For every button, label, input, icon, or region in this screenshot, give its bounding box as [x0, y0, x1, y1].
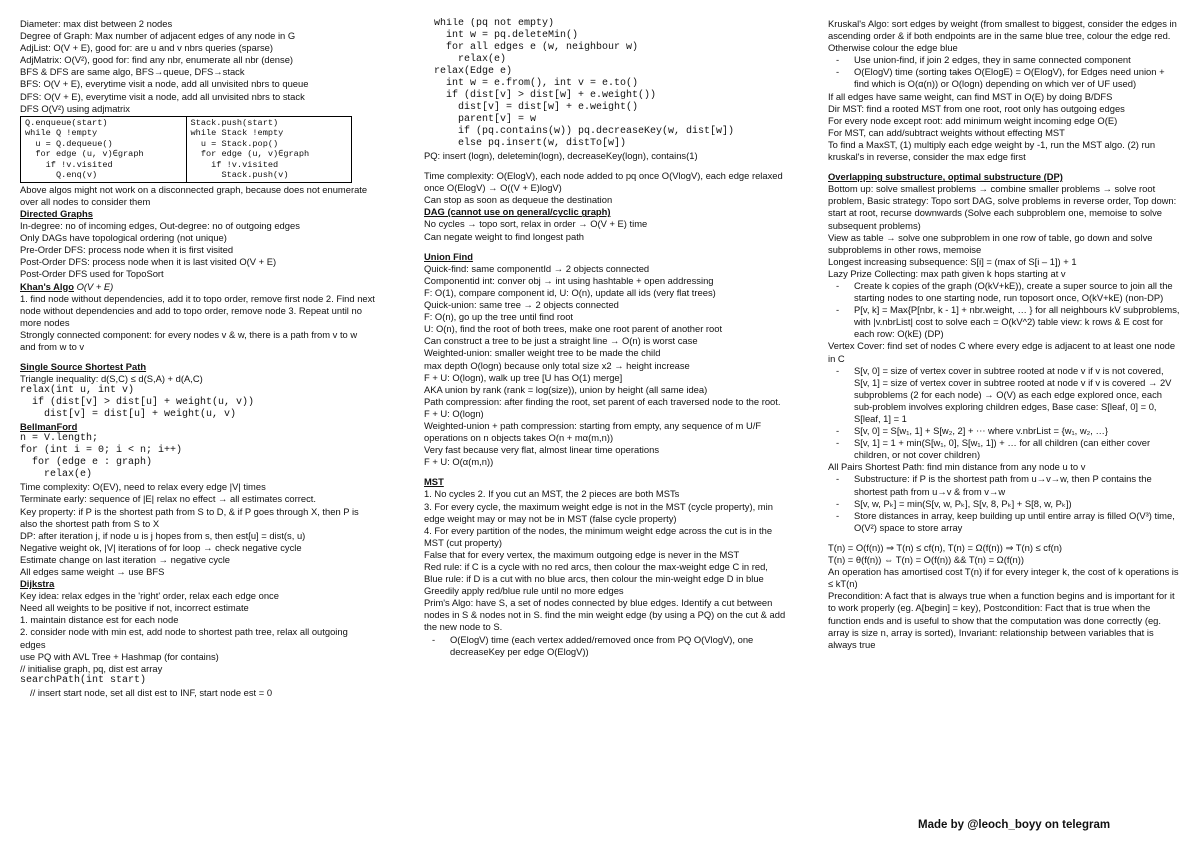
apsp-recurrence: - S[v, w, Pₖ] = min(S[v, w, Pₖ], S[v, 8, Pₖ] + S[8, w, Pₖ])	[828, 498, 1180, 510]
dir-mst: Dir MST: find a rooted MST from one root, root only has outgoing edges	[828, 102, 1125, 114]
bellmanford-code: n = V.length; for (int i = 0; i < n; i++) for (edge e : graph) relax(e)	[20, 433, 183, 481]
apsp-substructure: - Substructure: if P is the shortest path from u→v→w, then P contains the shortest path from u→v & from v→w	[828, 473, 1180, 497]
big-o-omega: T(n) = O(f(n)) ⇒ T(n) ≤ cf(n), T(n) = Ω(f(n)) ⇒ T(n) ≤ cf(n)	[828, 541, 1063, 553]
directed-graphs-title: Directed Graphs	[20, 207, 93, 219]
adjmatrix-def: AdjMatrix: O(V²), good for: find any nbr, enumerate all nbr (dense)	[20, 54, 294, 66]
weighted-union: Weighted-union: smaller weight tree to be made the child	[424, 347, 661, 359]
scc-note: Strongly connected component: for every nodes v & w, there is a path from v to w and from w to v	[20, 328, 358, 352]
weighted-cost: F + U: O(logn), walk up tree [U has O(1) merge]	[424, 371, 623, 383]
sssp-title: Single Source Shortest Path	[20, 361, 147, 373]
column-dijkstra-uf-mst	[424, 18, 786, 844]
mst-weights: For MST, can add/subtract weights without effecting MST	[828, 126, 1065, 138]
dijkstra-stop: Can stop as soon as dequeue the destination	[424, 194, 613, 206]
dijkstra-code: while (pq not empty) int w = pq.deleteMin() for all edges e (w, neighbour w) relax(e) relax(Edge e) int w = e.from(), int v = e.to() if (dist[v] > dist[w] + e.weight()) dist[v] = dist[w] + e.weight() parent[v] = w if (pq.contains(w)) pq.decreaseKey(w, dist[w]) else pq.insert(w, distTo[w])	[434, 18, 735, 149]
author-credit: Made by @leoch_boyy on telegram	[918, 819, 1111, 831]
kruskal-uf: - Use union-find, if join 2 edges, they in same connected component	[828, 54, 1180, 66]
dijkstra-step1: 1. maintain distance est for each node	[20, 614, 179, 626]
kahn-title: Khan's Algo	[20, 280, 74, 292]
component-id: Componentid int: conver obj → int using hashtable + open addressing	[424, 274, 714, 286]
pre-post-invariant: Precondition: A fact that is always true when a function begins and is important for it to work properly (eg. A[begin] = key), Postcondition: Fact that is true when the function ends and is useful to show that the computation was done correctly (eg. array is size n, array is sorted), Invariant: relationship between variables that is always true	[828, 590, 1175, 650]
dir-mst-step: For every node except root: add minimum weight incoming edge O(E)	[828, 114, 1118, 126]
kruskal-complexity: - O(ElogV) time (sorting takes O(ElogE) = O(ElogV), for Edges need union + find which is O(α(n)) or O(logn) depending on which ver of UF used)	[828, 66, 1180, 90]
triangle-inequality: Triangle inequality: d(S,C) ≤ d(S,A) + d(A,C)	[20, 373, 203, 385]
disconnected-note: Above algos might not work on a disconnected graph, because does not enumerate over all nodes to consider them	[20, 183, 368, 207]
dp-title: Overlapping substructure, optimal substructure (DP)	[828, 171, 1063, 183]
lazy-prize-dp: - P[v, k] = Max{P[nbr, k - 1] + nbr.weight, … } for all neighbours kV subproblems, with |v.nbrList| cost to solve each = O(kV^2) table view: k rows & E cost for each row: O(kE) (DP)	[828, 304, 1180, 340]
mst-title: MST	[424, 476, 444, 488]
lis: Longest increasing subsequence: S[i] = (max of S[i – 1]) + 1	[828, 255, 1077, 267]
bf-same-weight: All edges same weight → use BFS	[20, 566, 165, 577]
toposort-note: Post-Order DFS used for TopoSort	[20, 268, 164, 280]
wu-pc-fast: Very fast because very flat, almost linear time operations	[424, 444, 660, 456]
maxst: To find a MaxST, (1) multiply each edge weight by -1, run the MST algo. (2) run kruskal's in reverse, consider the max edge first	[828, 138, 1156, 163]
adjlist-def: AdjList: O(V + E), good for: are u and v nbrs queries (sparse)	[20, 42, 273, 54]
kruskal-algo: Kruskal's Algo: sort edges by weight (from smallest to biggest, consider the edges in ascending order & if both endpoints are in the same blue tree, colour the edge red. Otherwise colour the edge blue	[828, 18, 1177, 54]
bfs-dfs-note: BFS & DFS are same algo, BFS→queue, DFS→stack	[20, 66, 245, 78]
mst-prop-1-2: 1. No cycles 2. If you cut an MST, the 2 pieces are both MSTs	[424, 488, 680, 500]
dfs-def: DFS: O(V + E), everytime visit a node, add all unvisited nbrs to stack	[20, 90, 305, 102]
bf-complexity: Time complexity: O(EV), need to relax every edge |V| times	[20, 481, 266, 493]
bf-dp: DP: after iteration j, if node u is j hopes from s, then est[u] = dist(s, u)	[20, 529, 306, 541]
kahn-steps: 1. find node without dependencies, add it to topo order, remove first node 2. Find next node without dependencies and add to topo order, remove node 3. Repeat until no more nodes	[20, 292, 375, 328]
dag-topo-note: Only DAGs have topological ordering (not unique)	[20, 232, 227, 244]
quick-union-worst: Can construct a tree to be just a straight line → O(n) is worst case	[424, 335, 698, 347]
dag-topo: No cycles → topo sort, relax in order → O(V + E) time	[424, 218, 648, 230]
bf-terminate: Terminate early: sequence of |E| relax no effect → all estimates correct.	[20, 493, 316, 505]
quick-union-union: U: O(n), find the root of both trees, make one root parent of another root	[424, 323, 723, 335]
relax-code: relax(int u, int v) if (dist[v] > dist[u] + weight(u, v)) dist[v] = dist[u] + weight(u, v)	[20, 385, 255, 421]
dp-strategies: Bottom up: solve smallest problems → combine smaller problems → solve root problem, Basic strategy: Topo sort DAG, solve problems in reverse order, Top down: start at root, recurse downwards (Solve each subproblem one, memoise to solve subsequent problems)	[828, 183, 1177, 231]
kahn-heading	[20, 281, 375, 293]
union-by-rank: AKA union by rank (rank = log(size)), union by height (all same idea)	[424, 383, 708, 395]
dijkstra-pq: use PQ with AVL Tree + Hashmap (for contains)	[20, 650, 219, 662]
column-kruskal-dp	[828, 18, 1180, 844]
dag-title: DAG (cannot use on general/cyclic graph)	[424, 206, 611, 218]
quick-find: Quick-find: same componentId → 2 objects connected	[424, 262, 650, 274]
dfs-code: Stack.push(start) while Stack !empty u = Stack.pop() for edge (u, v)∈graph if !v.visited Stack.push(v)	[186, 117, 352, 182]
wu-pc-cost: F + U: O(α(m,n))	[424, 456, 494, 468]
preorder-note: Pre-Order DFS: process node when it is first visited	[20, 244, 234, 256]
quick-union-find: F: O(n), go up the tree until find root	[424, 311, 574, 323]
dag-longest: Can negate weight to find longest path	[424, 230, 585, 242]
dijkstra-init-comment: // initialise graph, pq, dist est array	[20, 662, 163, 674]
vertex-cover-s1: - S[v, 1] = 1 + min(S[w₁, 0], S[w₁, 1]) + … for all children (can either cover children, or not cover children)	[828, 437, 1180, 461]
path-compression: Path compression: after finding the root, set parent of each traversed node to the root. F + U: O(logn)	[424, 395, 781, 419]
search-path-code: searchPath(int start)	[20, 674, 147, 686]
bfs-code: Q.enqueue(start) while Q !empty u = Q.dequeue() for edge (u, v)∈graph if !v.visited Q.enq(v)	[25, 117, 144, 181]
lazy-prize: Lazy Prize Collecting: max path given k hops starting at v	[828, 267, 1066, 279]
postorder-note: Post-Order DFS: process node when it is last visited O(V + E)	[20, 256, 277, 268]
column-graphs	[20, 18, 375, 844]
dijkstra-complexity: Time complexity: O(ElogV), each node added to pq once O(VlogV), each edge relaxed once O(ElogV) → O((V + E)logV)	[424, 170, 783, 194]
dijkstra-title: Dijkstra	[20, 578, 55, 590]
dp-table-view: View as table → solve one subproblem in one row of table, go down and solve subproblems in other rows, memoise	[828, 231, 1153, 255]
bf-estimate: Estimate change on last iteration → negative cycle	[20, 553, 231, 565]
amortised-cost: An operation has amortised cost T(n) if for every integer k, the cost of k operations is ≤ kT(n)	[828, 566, 1179, 590]
bf-negative: Negative weight ok, |V| iterations of for loop → check negative cycle	[20, 541, 302, 553]
pq-ops: PQ: insert (logn), deletemin(logn), decreaseKey(logn), contains(1)	[424, 150, 698, 161]
bfs-dfs-code-box	[20, 116, 352, 183]
vertex-cover-s0: - S[v, 0] = S[w₁, 1] + S[w₂, 2] + ⋯ where v.nbrList = {w₁, w₂, …}	[828, 425, 1180, 437]
mst-false-vertex: False that for every vertex, the maximum outgoing edge is never in the MST	[424, 548, 740, 560]
big-theta: T(n) = θ(f(n)) ⇔ T(n) = O(f(n)) && T(n) = Ω(f(n))	[828, 554, 1025, 566]
vertex-cover-subproblems: - S[v, 0] = size of vertex cover in subtree rooted at node v if v is not covered, S[v, 1] = size of vertex cover in subtree rooted at node v if v is covered → 2V subproblems (2 for each node) → O(V) as each edge explored once, each sub-problem involves exploring children edges, Base case: S[leaf, 0] = 0, S[leaf, 1] = 1	[828, 365, 1180, 425]
dfs-adjmatrix: DFS O(V²) using adjmatrix	[20, 102, 130, 114]
prims-complexity: - O(ElogV) time (each vertex added/removed once from PQ O(VlogV), one decreaseKey per edge O(ElogV))	[424, 634, 786, 658]
dijkstra-key-idea: Key idea: relax edges in the 'right' order, relax each edge once	[20, 590, 279, 602]
union-find-title: Union Find	[424, 250, 473, 262]
red-blue-rules: Red rule: if C is a cycle with no red arcs, then colour the max-weight edge C in red, Blue rule: if D is a cut with no blue arcs, then colour the min-weight edge D in blue	[424, 561, 768, 585]
dijkstra-step2: 2. consider node with min est, add node to shortest path tree, relax all outgoing edges	[20, 626, 348, 650]
dijkstra-positive: Need all weights to be positive if not, incorrect estimate	[20, 602, 249, 614]
degree-note: In-degree: no of incoming edges, Out-degree: no of outgoing edges	[20, 220, 300, 232]
mst-cut-property: 4. For every partition of the nodes, the minimum weight edge across the cut is in the MST (cut property)	[424, 524, 773, 548]
quick-union: Quick-union: same tree → 2 objects connected	[424, 299, 619, 311]
mst-cycle-property: 3. For every cycle, the maximum weight edge is not in the MST (cycle property), min edge weight may or may not be in MST (false cycle property)	[424, 500, 773, 524]
mst-same-weight: If all edges have same weight, can find MST in O(E) by doing B/DFS	[828, 90, 1113, 102]
degree-def: Degree of Graph: Max number of adjacent edges of any node in G	[20, 30, 296, 42]
kahn-complexity: O(V + E)	[76, 280, 114, 292]
apsp-storage: - Store distances in array, keep building up until entire array is filled O(V³) time, O(V²) space to store array	[828, 510, 1180, 534]
quick-find-cost: F: O(1), compare component id, U: O(n), update all ids (very flat trees)	[424, 286, 716, 298]
greedy-rule: Greedily apply red/blue rule until no more edges	[424, 585, 624, 597]
bf-key-property: Key property: if P is the shortest path from S to D, & if P goes through X, then P is also the shortest path from S to X	[20, 505, 359, 529]
lazy-prize-non-dp: - Create k copies of the graph (O(kV+kE)), create a super source to join all the starting nodes to one starting node, run toposort once, O(kV+kE) (non-DP)	[828, 280, 1180, 304]
bellmanford-title: BellmanFord	[20, 421, 78, 433]
vertex-cover: Vertex Cover: find set of nodes C where every edge is adjacent to at least one node in C	[828, 340, 1176, 364]
diameter-def: Diameter: max dist between 2 nodes	[20, 18, 173, 29]
bfs-def: BFS: O(V + E), everytime visit a node, add all unvisited nbrs to queue	[20, 78, 309, 90]
wu-pc: Weighted-union + path compression: starting from empty, any sequence of m U/F operations on n objects takes O(n + mα(m,n))	[424, 419, 762, 444]
dijkstra-insert-comment: // insert start node, set all dist est to INF, start node est = 0	[30, 686, 273, 698]
apsp: All Pairs Shortest Path: find min distance from any node u to v	[828, 461, 1086, 473]
weighted-depth: max depth O(logn) because only total size x2 → height increase	[424, 359, 690, 371]
prims-algo: Prim's Algo: have S, a set of nodes connected by blue edges. Identify a cut between nodes in S & nodes not in S. find the min weight edge (by using a PQ) on the cut & add the new node to S.	[424, 597, 786, 633]
